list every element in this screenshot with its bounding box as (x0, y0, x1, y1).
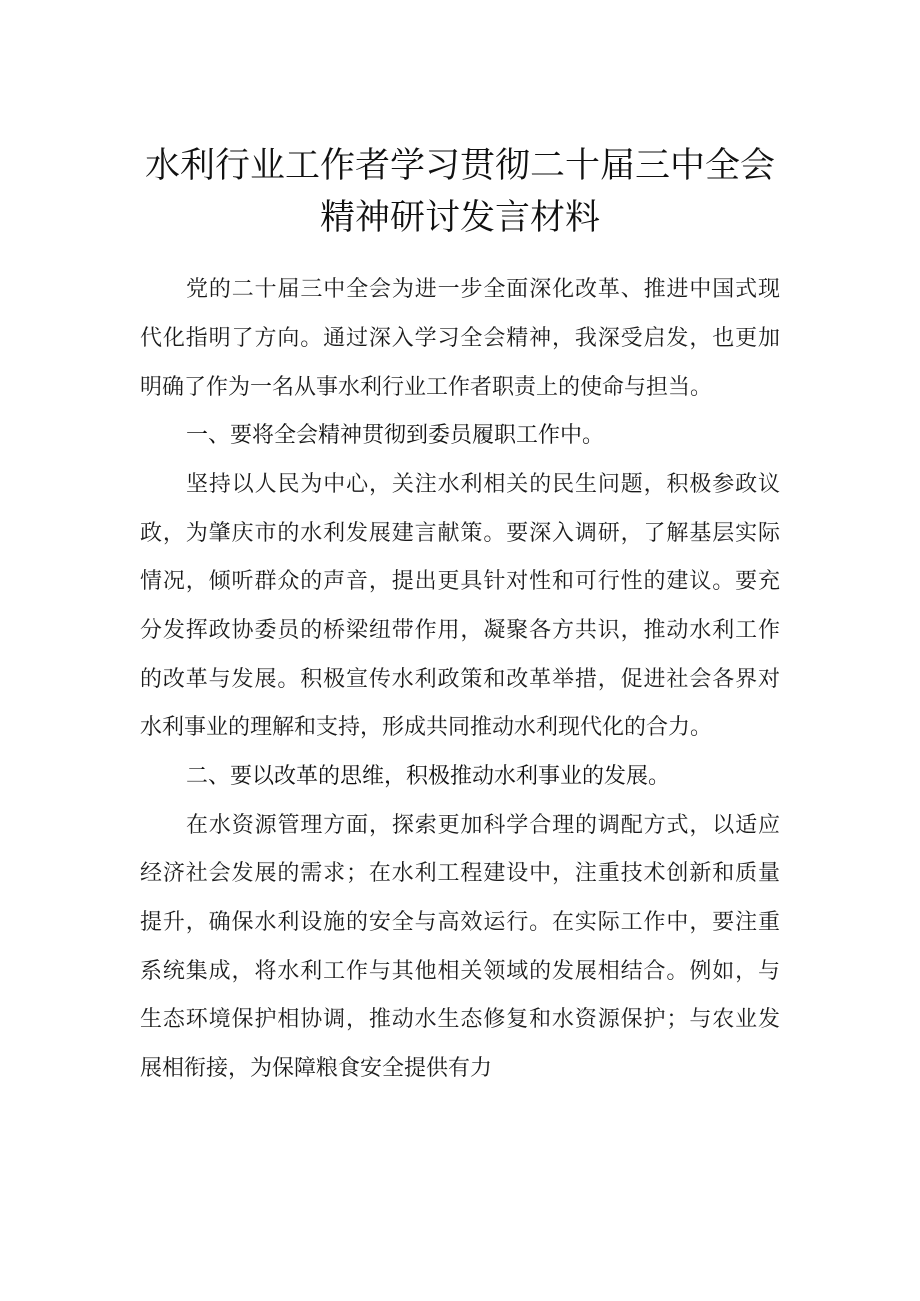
section-2-line-1: 在水资源管理方面，探索更加科学合理的调配方式，以适应 (186, 813, 780, 838)
section-2-line-4: 系统集成，将水利工作与其他相关领域的发展相结合。例如，与 (140, 959, 780, 984)
document-title-line-2: 精神研讨发言材料 (319, 198, 600, 238)
section-1-heading: 一、要将全会精神贯彻到委员履职工作中。 (186, 423, 605, 448)
section-1-line-2: 政，为肇庆市的水利发展建言献策。要深入调研，了解基层实际 (140, 521, 780, 546)
section-1-line-5: 的改革与发展。积极宣传水利政策和改革举措，促进社会各界对 (140, 667, 780, 692)
document-title-line-1: 水利行业工作者学习贯彻二十届三中全会 (144, 146, 775, 186)
section-1-line-6: 水利事业的理解和支持，形成共同推动水利现代化的合力。 (140, 715, 713, 740)
section-2-line-2: 经济社会发展的需求；在水利工程建设中，注重技术创新和质量 (140, 861, 780, 886)
section-2-line-3: 提升，确保水利设施的安全与高效运行。在实际工作中，要注重 (140, 910, 780, 935)
section-2-heading: 二、要以改革的思维，积极推动水利事业的发展。 (186, 764, 671, 789)
intro-line-3: 明确了作为一名从事水利行业工作者职责上的使命与担当。 (140, 375, 713, 400)
intro-line-1: 党的二十届三中全会为进一步全面深化改革、推进中国式现 (186, 277, 780, 302)
section-2-line-5: 生态环境保护相协调，推动水生态修复和水资源保护；与农业发 (140, 1007, 780, 1032)
section-1-line-1: 坚持以人民为中心，关注水利相关的民生问题，积极参政议 (186, 472, 780, 497)
section-1-line-3: 情况，倾听群众的声音，提出更具针对性和可行性的建议。要充 (140, 569, 780, 594)
section-2-line-6: 展相衔接，为保障粮食安全提供有力 (140, 1056, 493, 1081)
section-1-line-4: 分发挥政协委员的桥梁纽带作用，凝聚各方共识，推动水利工作 (140, 618, 780, 643)
intro-line-2: 代化指明了方向。通过深入学习全会精神，我深受启发，也更加 (140, 326, 780, 351)
